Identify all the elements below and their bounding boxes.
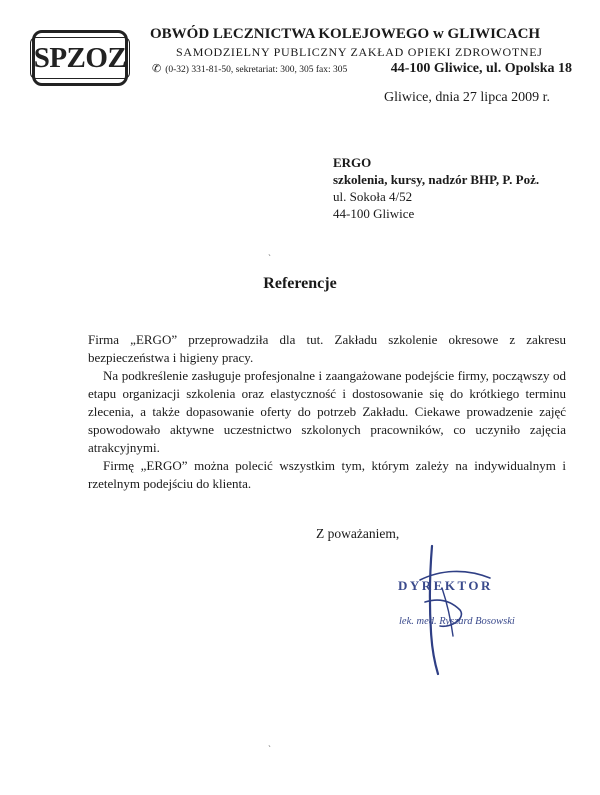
contact-info: (0-32) 331-81-50, sekretariat: 300, 305 fax: 305	[165, 65, 348, 75]
org-name: OBWÓD LECZNICTWA KOLEJOWEGO w GLIWICACH	[150, 26, 541, 42]
recipient-city: 44-100 Gliwice	[333, 206, 415, 221]
recipient-services: szkolenia, kursy, nadzór BHP, P. Poż.	[333, 172, 540, 187]
body-paragraph-2: Na podkreślenie zasługuje profesjonalne i zaangażowane podejście firmy, począwszy od etapu organizacji szkolenia oraz elastyczność i dostosowanie się do krótkiego terminu zlecenia, a także dopasowanie oferty do potrzeb Zakładu. Ciekawe prowadzenie zajęć spowodowało aktywne uczestnictwo szkolonych pracowników, co uczyniło zajęcia atrakcyjnymi.	[88, 368, 566, 455]
stamp-title: DYREKTOR	[398, 578, 493, 593]
recipient-name: ERGO	[333, 155, 372, 170]
scan-mark: `	[268, 253, 271, 263]
closing-salutation: Z poważaniem,	[316, 526, 400, 541]
signature-image	[380, 540, 530, 680]
scan-mark: `	[268, 744, 271, 754]
org-address: 44-100 Gliwice, ul. Opolska 18	[390, 61, 572, 76]
body-paragraph-1: Firma „ERGO” przeprowadziła dla tut. Zakładu szkolenie okresowe z zakresu bezpieczeństwa i higieny pracy.	[88, 332, 566, 365]
stamp-name: lek. med. Ryszard Bosowski	[399, 616, 515, 627]
phone-icon: ✆	[152, 63, 162, 75]
body-paragraph-3: Firmę „ERGO” można polecić wszystkim tym, którym zależy na indywidualnym i rzetelnym podejściu do klienta.	[88, 458, 566, 491]
document-title: Referencje	[263, 275, 337, 292]
contact-row	[152, 61, 572, 79]
letter-date: Gliwice, dnia 27 lipca 2009 r.	[384, 90, 551, 105]
recipient-block	[333, 154, 539, 222]
spzoz-logo	[32, 30, 128, 86]
recipient-street: ul. Sokoła 4/52	[333, 189, 413, 204]
logo-text: SPZOZ	[30, 37, 131, 79]
letter-body	[88, 331, 566, 493]
org-subtitle: SAMODZIELNY PUBLICZNY ZAKŁAD OPIEKI ZDROWOTNEJ	[176, 45, 543, 59]
